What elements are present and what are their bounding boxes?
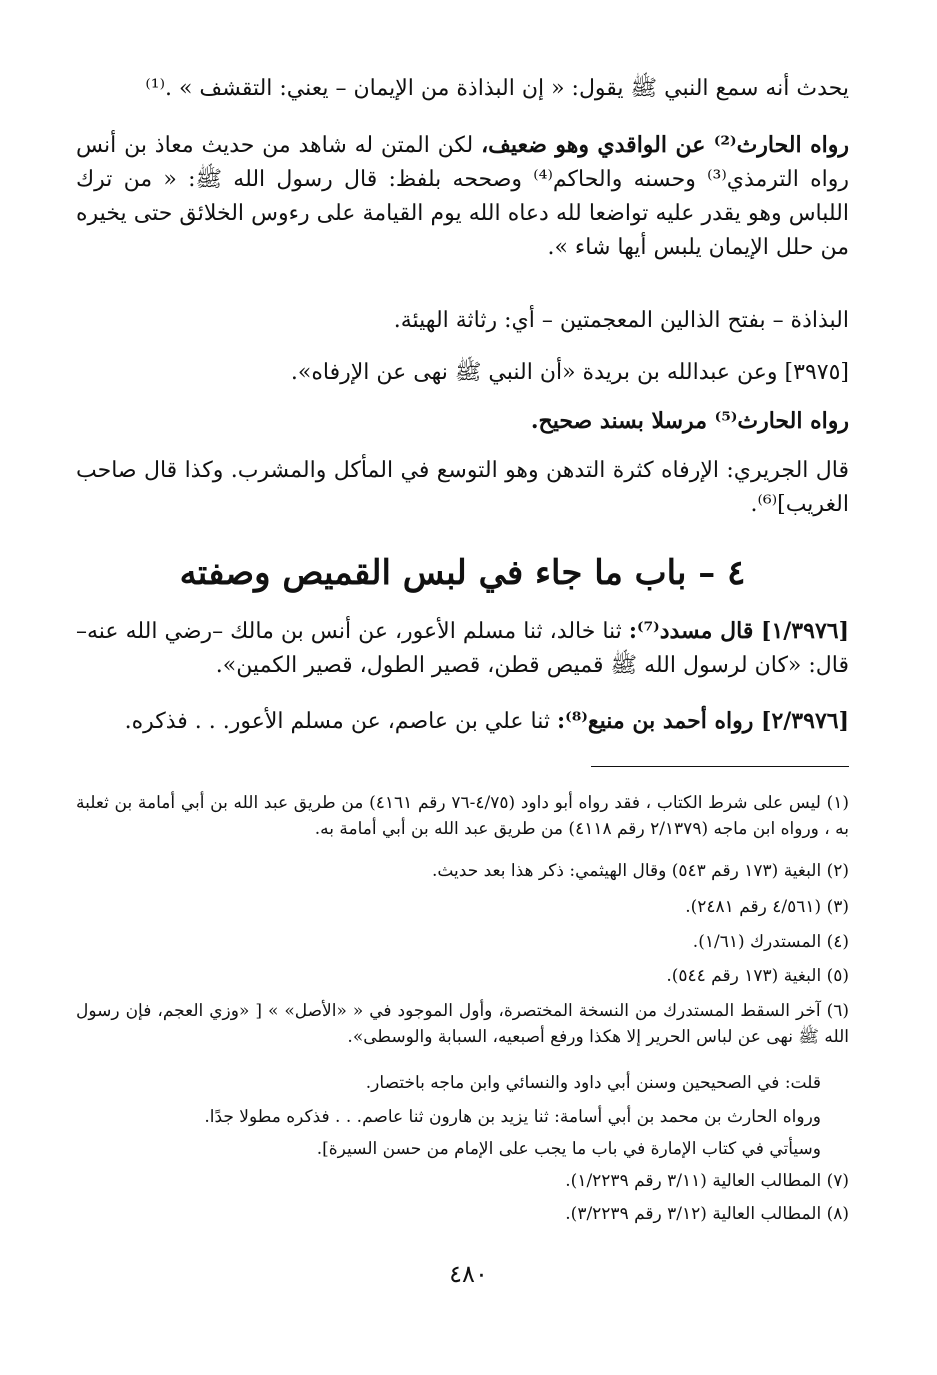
- footnote-divider: [591, 766, 849, 767]
- footnote-3: (٣) (٤/٥٦١ رقم ٢٤٨١).: [685, 897, 849, 917]
- footnote-6-note-3: وسيأتي في كتاب الإمارة في باب ما يجب على الإمام من حسن السيرة].: [316, 1139, 821, 1159]
- footnote-5: (٥) البغية (١٧٣ رقم ٥٤٤).: [666, 966, 849, 986]
- paragraph-body: لكن المتن له شاهد من حديث معاذ بن أنس رواه الترمذي⁽³⁾ وحسنه والحاكم⁽⁴⁾ وصححه بلفظ: قال رسول الله ﷺ: « من ترك اللباس وهو يقدر عليه تواضعا لله دعاه الله يوم القيامة على رءوس الخلائق حتى يخيره من حلل الإيمان يلبس أيها شاء ».: [76, 133, 849, 260]
- footnote-2: (٢) البغية (١٧٣ رقم ٥٤٣) وقال الهيثمي: ذكر هذا بعد حديث.: [431, 861, 849, 881]
- chapter-heading: ٤ – باب ما جاء في لبس القميص وصفته: [179, 553, 746, 593]
- paragraph-lead-bold: رواه الحارث⁽²⁾ عن الواقدي وهو ضعيف،: [481, 132, 849, 158]
- paragraph-badhadha-definition: البذاذة – بفتح الذالين المعجمتين – أي: رثاثة الهيئة.: [393, 308, 849, 333]
- narration-harith-mursal: رواه الحارث⁽⁵⁾ مرسلا بسند صحيح.: [530, 408, 849, 434]
- hadith-3976-1-text: ثنا خالد، ثنا مسلم الأعور، عن أنس بن مالك –رضي الله عنه– قال: «كان لرسول الله ﷺ قميص قطن، قصير الطول، قصير الكمين».: [76, 619, 849, 678]
- footnote-8: (٨) المطالب العالية (٣/١٢ رقم ٣/٢٢٣٩).: [565, 1204, 849, 1224]
- footnote-6-note-2: ورواه الحارث بن محمد بن أبي أسامة: ثنا يزيد بن هارون ثنا عاصم. . . فذكره مطولا جدًا.: [204, 1107, 821, 1127]
- page-number: ٤٨٠: [449, 1260, 488, 1288]
- hadith-3976-2-text: ثنا علي بن عاصم، عن مسلم الأعور. . . فذكره.: [124, 709, 558, 734]
- hadith-3976-1: [76, 614, 849, 683]
- hadith-3976-2: [76, 704, 849, 739]
- paragraph-harith-narration: [76, 128, 849, 265]
- footnote-4: (٤) المستدرك (١/٦١).: [692, 932, 849, 952]
- footnote-7: (٧) المطالب العالية (٣/١١ رقم ١/٢٢٣٩).: [565, 1171, 849, 1191]
- hadith-3976-2-lead: [٢/٣٩٧٦] رواه أحمد بن منيع⁽⁸⁾:: [557, 708, 849, 734]
- paragraph-jariri: قال الجريري: الإرفاه كثرة التدهن وهو التوسع في المأكل والمشرب. وكذا قال صاحب الغريب]⁽⁶⁾.: [76, 458, 849, 517]
- hadith-3976-1-lead: [١/٣٩٧٦] قال مسدد⁽⁷⁾:: [628, 618, 849, 644]
- footnote-6-note-1: قلت: في الصحيحين وسنن أبي داود والنسائي وابن ماجه باختصار.: [365, 1073, 821, 1093]
- text-line-1: يحدث أنه سمع النبي ﷺ يقول: « إن البذاذة من الإيمان – يعني: التقشف » .⁽¹⁾: [145, 76, 849, 101]
- footnote-6: (٦) آخر السقط المستدرك من النسخة المختصرة، وأول الموجود في « «الأصل» » [ «وزي العجم، فإن رسول الله ﷺ نهى عن لباس الحرير إلا هكذا ورفع أصبعيه، السبابة والوسطى».: [76, 1001, 849, 1047]
- footnote-1: (١) ليس على شرط الكتاب ، فقد رواه أبو داود (٤/٧٥-٧٦ رقم ٤١٦١) من طريق عبد الله بن أبي أمامة بن ثعلبة به ، ورواه ابن ماجه (٢/١٣٧٩ رقم ٤١١٨) من طريق عبد الله بن أبي أمامة به.: [76, 793, 849, 839]
- hadith-3975: [٣٩٧٥] وعن عبدالله بن بريدة «أن النبي ﷺ نهى عن الإرفاه».: [290, 360, 849, 385]
